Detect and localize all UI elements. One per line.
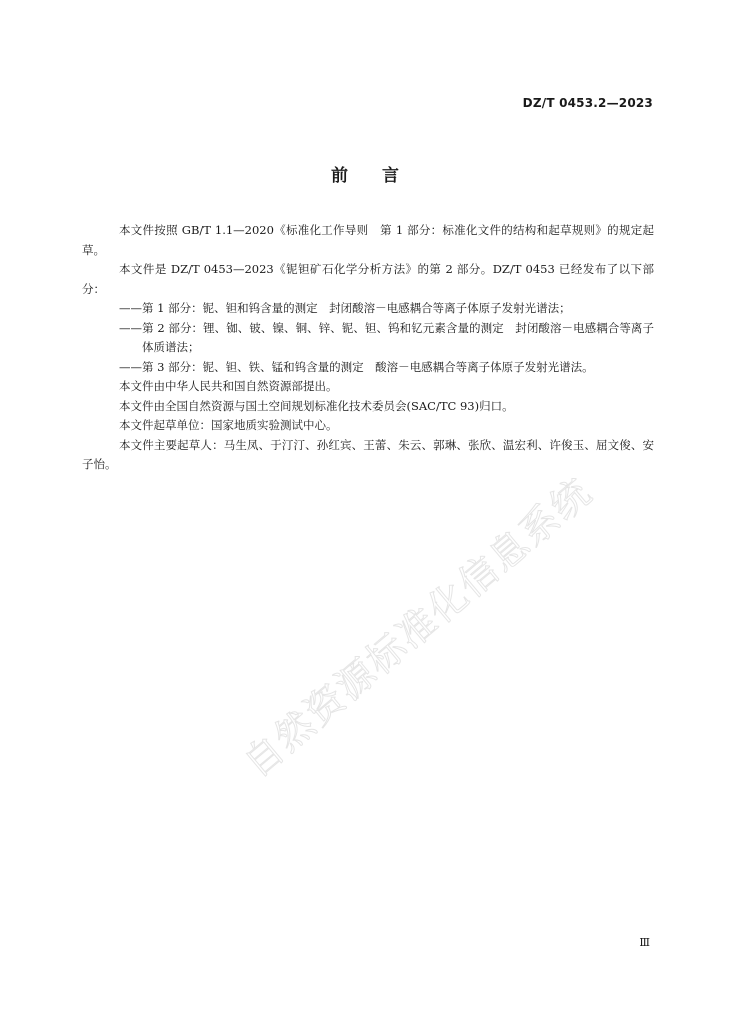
paragraph-drafting-unit: 本文件起草单位：国家地质实验测试中心。 bbox=[119, 418, 338, 432]
paragraph-drafters: 本文件主要起草人：马生凤、于汀汀、孙红宾、王蕾、朱云、郭琳、张欣、温宏利、许俊玉、屈文俊、安子怡。 bbox=[82, 437, 654, 471]
list-item-part-2: ——第 2 部分：锂、铷、铍、镍、铜、锌、铌、钽、钨和钇元素含量的测定 封闭酸溶－电感耦合等离子体质谱法； bbox=[119, 320, 654, 354]
paragraph-managed-by: 本文件由全国自然资源与国土空间规划标准化技术委员会(SAC/TC 93)归口。 bbox=[119, 398, 514, 413]
page-number: Ⅲ bbox=[639, 936, 650, 949]
watermark: 自然资源标准化信息系统 bbox=[235, 469, 601, 786]
page-title: 前言 bbox=[331, 166, 433, 186]
paragraph-part-description: 本文件是 DZ/T 0453—2023《铌钽矿石化学分析方法》的第 2 部分。DZ/T 0453 已经发布了以下部分： bbox=[82, 262, 654, 296]
list-item-part-1: ——第 1 部分：铌、钽和钨含量的测定 封闭酸溶－电感耦合等离子体原子发射光谱法； bbox=[119, 301, 571, 315]
paragraph-drafting-rules: 本文件按照 GB/T 1.1—2020《标准化工作导则 第 1 部分：标准化文件的结构和起草规则》的规定起草。 bbox=[82, 223, 654, 257]
foreword-body bbox=[82, 221, 654, 475]
list-item-part-3: ——第 3 部分：铌、钽、铁、锰和钨含量的测定 酸溶－电感耦合等离子体原子发射光谱法。 bbox=[119, 359, 594, 374]
paragraph-proposed-by: 本文件由中华人民共和国自然资源部提出。 bbox=[119, 379, 338, 393]
standard-code: DZ/T 0453.2—2023 bbox=[522, 96, 653, 110]
